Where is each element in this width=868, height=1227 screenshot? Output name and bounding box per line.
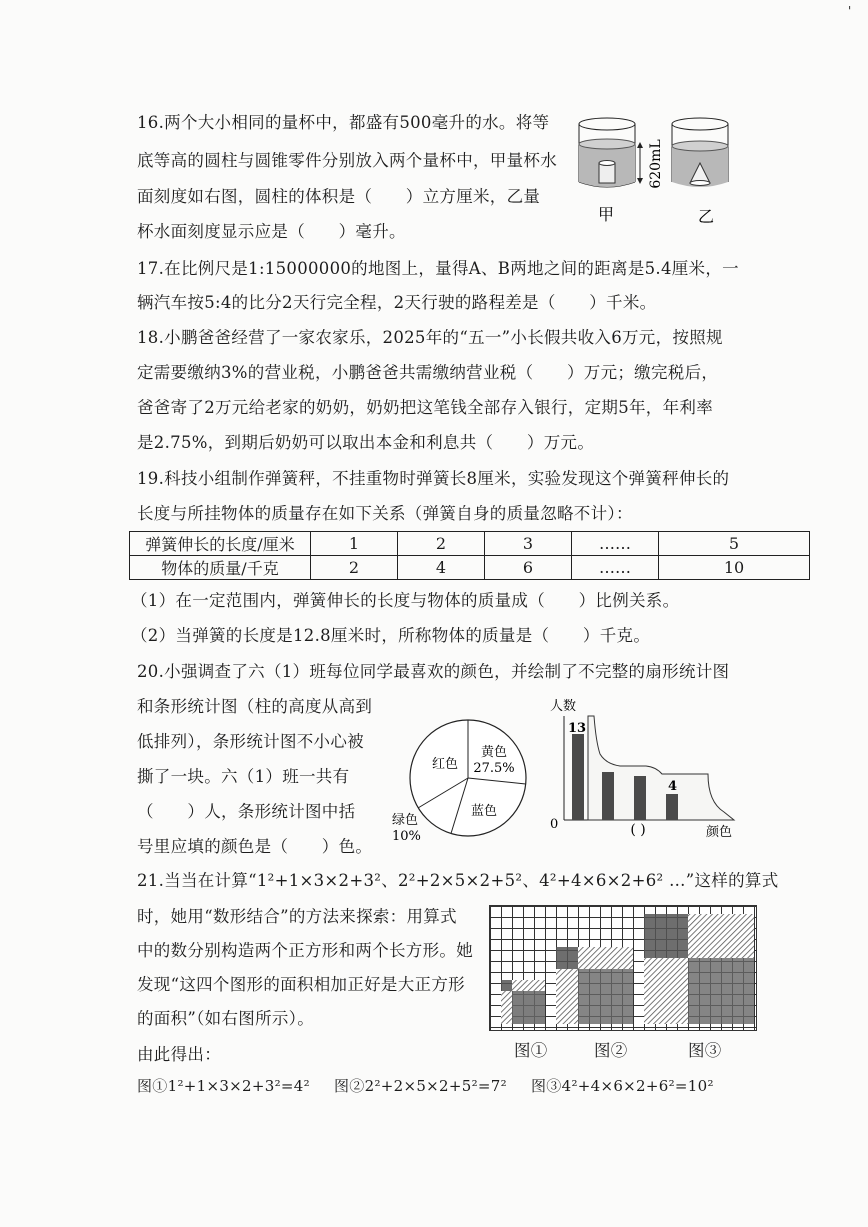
table-cell: 6 — [485, 556, 572, 580]
rectangle — [578, 947, 633, 969]
rectangle — [556, 969, 578, 1024]
q18-line-4: 是2.75%，到期后奶奶可以取出本金和利息共（ ）万元。 — [137, 433, 595, 452]
fig-label-1: 图① — [514, 1041, 548, 1060]
table-cell: 物体的质量/千克 — [130, 556, 311, 580]
q19-line-1: 19.科技小组制作弹簧秤，不挂重物时弹簧长8厘米，实验发现这个弹簧秤伸长的 — [137, 469, 730, 488]
table-cell: …… — [572, 556, 659, 580]
q16-line-4: 杯水面刻度显示应是（ ）毫升。 — [137, 222, 406, 241]
q21-left-4: 的面积”（如右图所示）。 — [137, 1009, 315, 1028]
q20-left-5: 号里应填的颜色是（ ）色。 — [137, 837, 373, 856]
q20-line-1: 20.小强调查了六（1）班每位同学最喜欢的颜色，并绘制了不完整的扇形统计图 — [137, 662, 730, 681]
q19-sub-2: （2）当弹簧的长度是12.8厘米时，所称物体的质量是（ ）千克。 — [131, 626, 651, 645]
formula-2: 图②2²+2×5×2+5²=7² — [334, 1077, 507, 1095]
small-square — [644, 914, 688, 958]
q20-left-1: 和条形统计图（柱的高度从高到 — [137, 697, 373, 716]
pie-label-yellow: 黄色 — [480, 745, 508, 760]
table-cell: 3 — [485, 532, 572, 556]
table-cell: 2 — [311, 556, 398, 580]
fig-label-2: 图② — [594, 1041, 628, 1060]
cup-a-label: 甲 — [597, 205, 615, 224]
formula-1: 图①1²+1×3×2+3²=4² — [137, 1077, 310, 1095]
q16-line-2: 底等高的圆柱与圆锥零件分别放入两个量杯中，甲量杯水 — [137, 151, 557, 170]
q21-line-1: 21.当当在计算“1²+1×3×2+3²、2²+2×5×2+5²、4²+4×6×2+6² …”这样的算式 — [137, 871, 779, 890]
table-cell: …… — [572, 532, 659, 556]
table-cell: 弹簧伸长的长度/厘米 — [130, 532, 311, 556]
pie-label-green-pct: 10% — [392, 829, 421, 844]
q18-line-2: 定需要缴纳3%的营业税，小鹏爸爸共需缴纳营业税（ ）万元；缴完税后， — [137, 363, 719, 382]
bar-value-last: 4 — [668, 779, 678, 794]
table-cell: 1 — [311, 532, 398, 556]
formula-3: 图③4²+4×6×2+6²=10² — [531, 1077, 714, 1095]
q18-line-1: 18.小鹏爸爸经营了一家农家乐，2025年的“五一”小长假共收入6万元，按照规 — [137, 328, 723, 347]
cup-a — [579, 118, 635, 187]
large-square — [688, 958, 754, 1024]
q18-line-3: 爸爸寄了2万元给老家的奶奶，奶奶把这笔钱全部存入银行，定期5年，年利率 — [137, 398, 713, 417]
small-square — [556, 947, 578, 969]
bar-xlabel: 颜色 — [706, 825, 733, 840]
spring-table — [129, 531, 810, 580]
pie-label-green: 绿色 — [392, 813, 419, 828]
small-square — [501, 980, 512, 991]
pie-label-blue: 蓝色 — [470, 804, 498, 819]
table-cell: 2 — [398, 532, 485, 556]
q21-left-1: 时，她用“数形结合”的方法来探索：用算式 — [137, 907, 457, 926]
q20-left-4: （ ）人，条形统计图中括 — [137, 802, 356, 821]
pie-label-red: 红色 — [432, 757, 459, 772]
table-cell: 10 — [659, 556, 810, 580]
bar-chart — [544, 694, 740, 840]
corner-mark: ' — [848, 4, 852, 18]
bar — [572, 734, 584, 820]
bar — [602, 772, 614, 820]
rectangle — [688, 914, 754, 958]
large-square — [578, 969, 633, 1024]
table-cell: 5 — [659, 532, 810, 556]
q16-line-3: 面刻度如右图，圆柱的体积是（ ）立方厘米，乙量 — [137, 187, 541, 206]
bar-origin: 0 — [550, 817, 559, 832]
q21-left-2: 中的数分别构造两个正方形和两个长方形。她 — [137, 941, 473, 960]
cup-b-label: 乙 — [697, 207, 715, 226]
large-square — [512, 991, 545, 1024]
measuring-cups-figure — [576, 108, 746, 232]
bar — [634, 776, 646, 820]
rectangle — [512, 980, 545, 991]
q19-sub-1: （1）在一定范围内，弹簧伸长的长度与物体的质量成（ ）比例关系。 — [131, 591, 680, 610]
q16-line-1: 16.两个大小相同的量杯中，都盛有500毫升的水。将等 — [137, 113, 550, 132]
q19-line-2: 长度与所挂物体的质量存在如下关系（弹簧自身的质量忽略不计）： — [137, 504, 633, 523]
bar-value-first: 13 — [568, 721, 587, 736]
bar — [666, 794, 678, 820]
cup-b — [672, 118, 728, 187]
q20-left-2: 低排列），条形统计图不小心被 — [137, 732, 364, 751]
rectangle — [644, 958, 688, 1024]
grid-shapes — [489, 905, 757, 1031]
fig-label-3: 图③ — [688, 1041, 722, 1060]
q20-left-3: 撕了一块。六（1）班一共有 — [137, 767, 350, 786]
table-cell: 4 — [398, 556, 485, 580]
bar-blank-label: ( ) — [630, 822, 646, 838]
q17-line-1: 17.在比例尺是1:15000000的地图上，量得A、B两地之间的距离是5.4厘米，一 — [137, 259, 739, 278]
q21-left-5: 由此得出： — [137, 1045, 221, 1064]
q17-line-2: 辆汽车按5:4的比分2天行完全程，2天行驶的路程差是（ ）千米。 — [137, 293, 657, 312]
pie-chart — [384, 716, 538, 856]
scale-label: 620mL — [648, 139, 664, 189]
table-row — [130, 556, 810, 580]
bar-ylabel: 人数 — [550, 699, 577, 714]
pie-label-yellow-pct: 27.5% — [473, 761, 515, 776]
rectangle — [501, 991, 512, 1024]
q21-left-3: 发现“这四个图形的面积相加正好是大正方形 — [137, 975, 465, 994]
table-row — [130, 532, 810, 556]
